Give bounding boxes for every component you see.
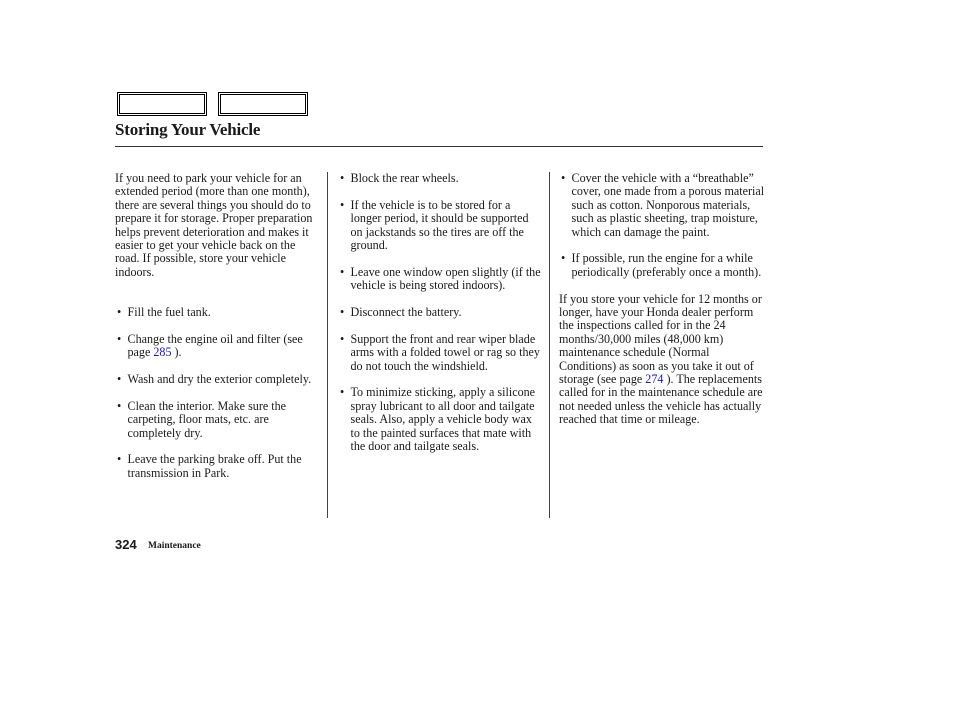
page-link-274[interactable]: 274 <box>645 372 664 387</box>
storage-paragraph <box>559 293 769 427</box>
column-divider <box>549 172 550 518</box>
list-item: • Wash and dry the exterior completely. <box>115 373 320 386</box>
list-item: • If the vehicle is to be stored for a longer period, it should be supported on jackstands so the tires are off the ground. <box>338 199 543 253</box>
list-item: • Fill the fuel tank. <box>115 306 320 319</box>
list-item: • If possible, run the engine for a while periodically (preferably once a month). <box>559 252 769 279</box>
column-2 <box>338 172 543 453</box>
list-item: • Leave one window open slightly (if the vehicle is being stored indoors). <box>338 266 543 293</box>
page-title: Storing Your Vehicle <box>115 120 261 139</box>
list-item: • Leave the parking brake off. Put the transmission in Park. <box>115 453 320 480</box>
list-item: • Block the rear wheels. <box>338 172 543 185</box>
nav-button-previous[interactable] <box>117 92 207 116</box>
list-item: • Clean the interior. Make sure the carpeting, floor mats, etc. are completely dry. <box>115 400 320 440</box>
list-item: • Support the front and rear wiper blade arms with a folded towel or rag so they do not touch the windshield. <box>338 333 543 373</box>
list-item: • Cover the vehicle with a “breathable” cover, one made from a porous material such as cotton. Nonporous materials, such as plastic sheeting, trap moisture, which can damage the paint. <box>559 172 769 239</box>
nav-button-next[interactable] <box>218 92 308 116</box>
list-item <box>115 333 320 360</box>
list-item: • To minimize sticking, apply a silicone spray lubricant to all door and tailgate seals. Also, apply a vehicle body wax to the painted surfaces that mate with the door and tailgate seals. <box>338 386 543 453</box>
column-3 <box>559 172 769 427</box>
intro-paragraph: If you need to park your vehicle for an extended period (more than one month), there are several things you should do to prepare it for storage. Proper preparation helps prevent deterioration and makes it easier to get your vehicle back on the road. If possible, store your vehicle indoors. <box>115 171 313 279</box>
column-divider <box>327 172 328 518</box>
page-number: 324 <box>115 537 137 552</box>
paragraph-text: If you store your vehicle for 12 months or longer, have your Honda dealer perform the inspections called for in the 24 months/30,000 miles (48,000 km) maintenance schedule (Normal Conditions) as soon as you take it out of storage (see page <box>559 291 762 387</box>
list-item-text: Change the engine oil and filter (see page <box>127 331 303 360</box>
section-label: Maintenance <box>148 541 201 551</box>
column-1 <box>115 172 320 480</box>
page-link-285[interactable]: 285 <box>153 345 172 360</box>
title-divider <box>115 146 763 147</box>
list-item-text: ). <box>171 345 182 360</box>
paragraph-text: ). The replacements called for in the maintenance schedule are not needed unless the vehicle has actually reached that time or mileage. <box>559 372 763 427</box>
list-item: • Disconnect the battery. <box>338 306 543 319</box>
